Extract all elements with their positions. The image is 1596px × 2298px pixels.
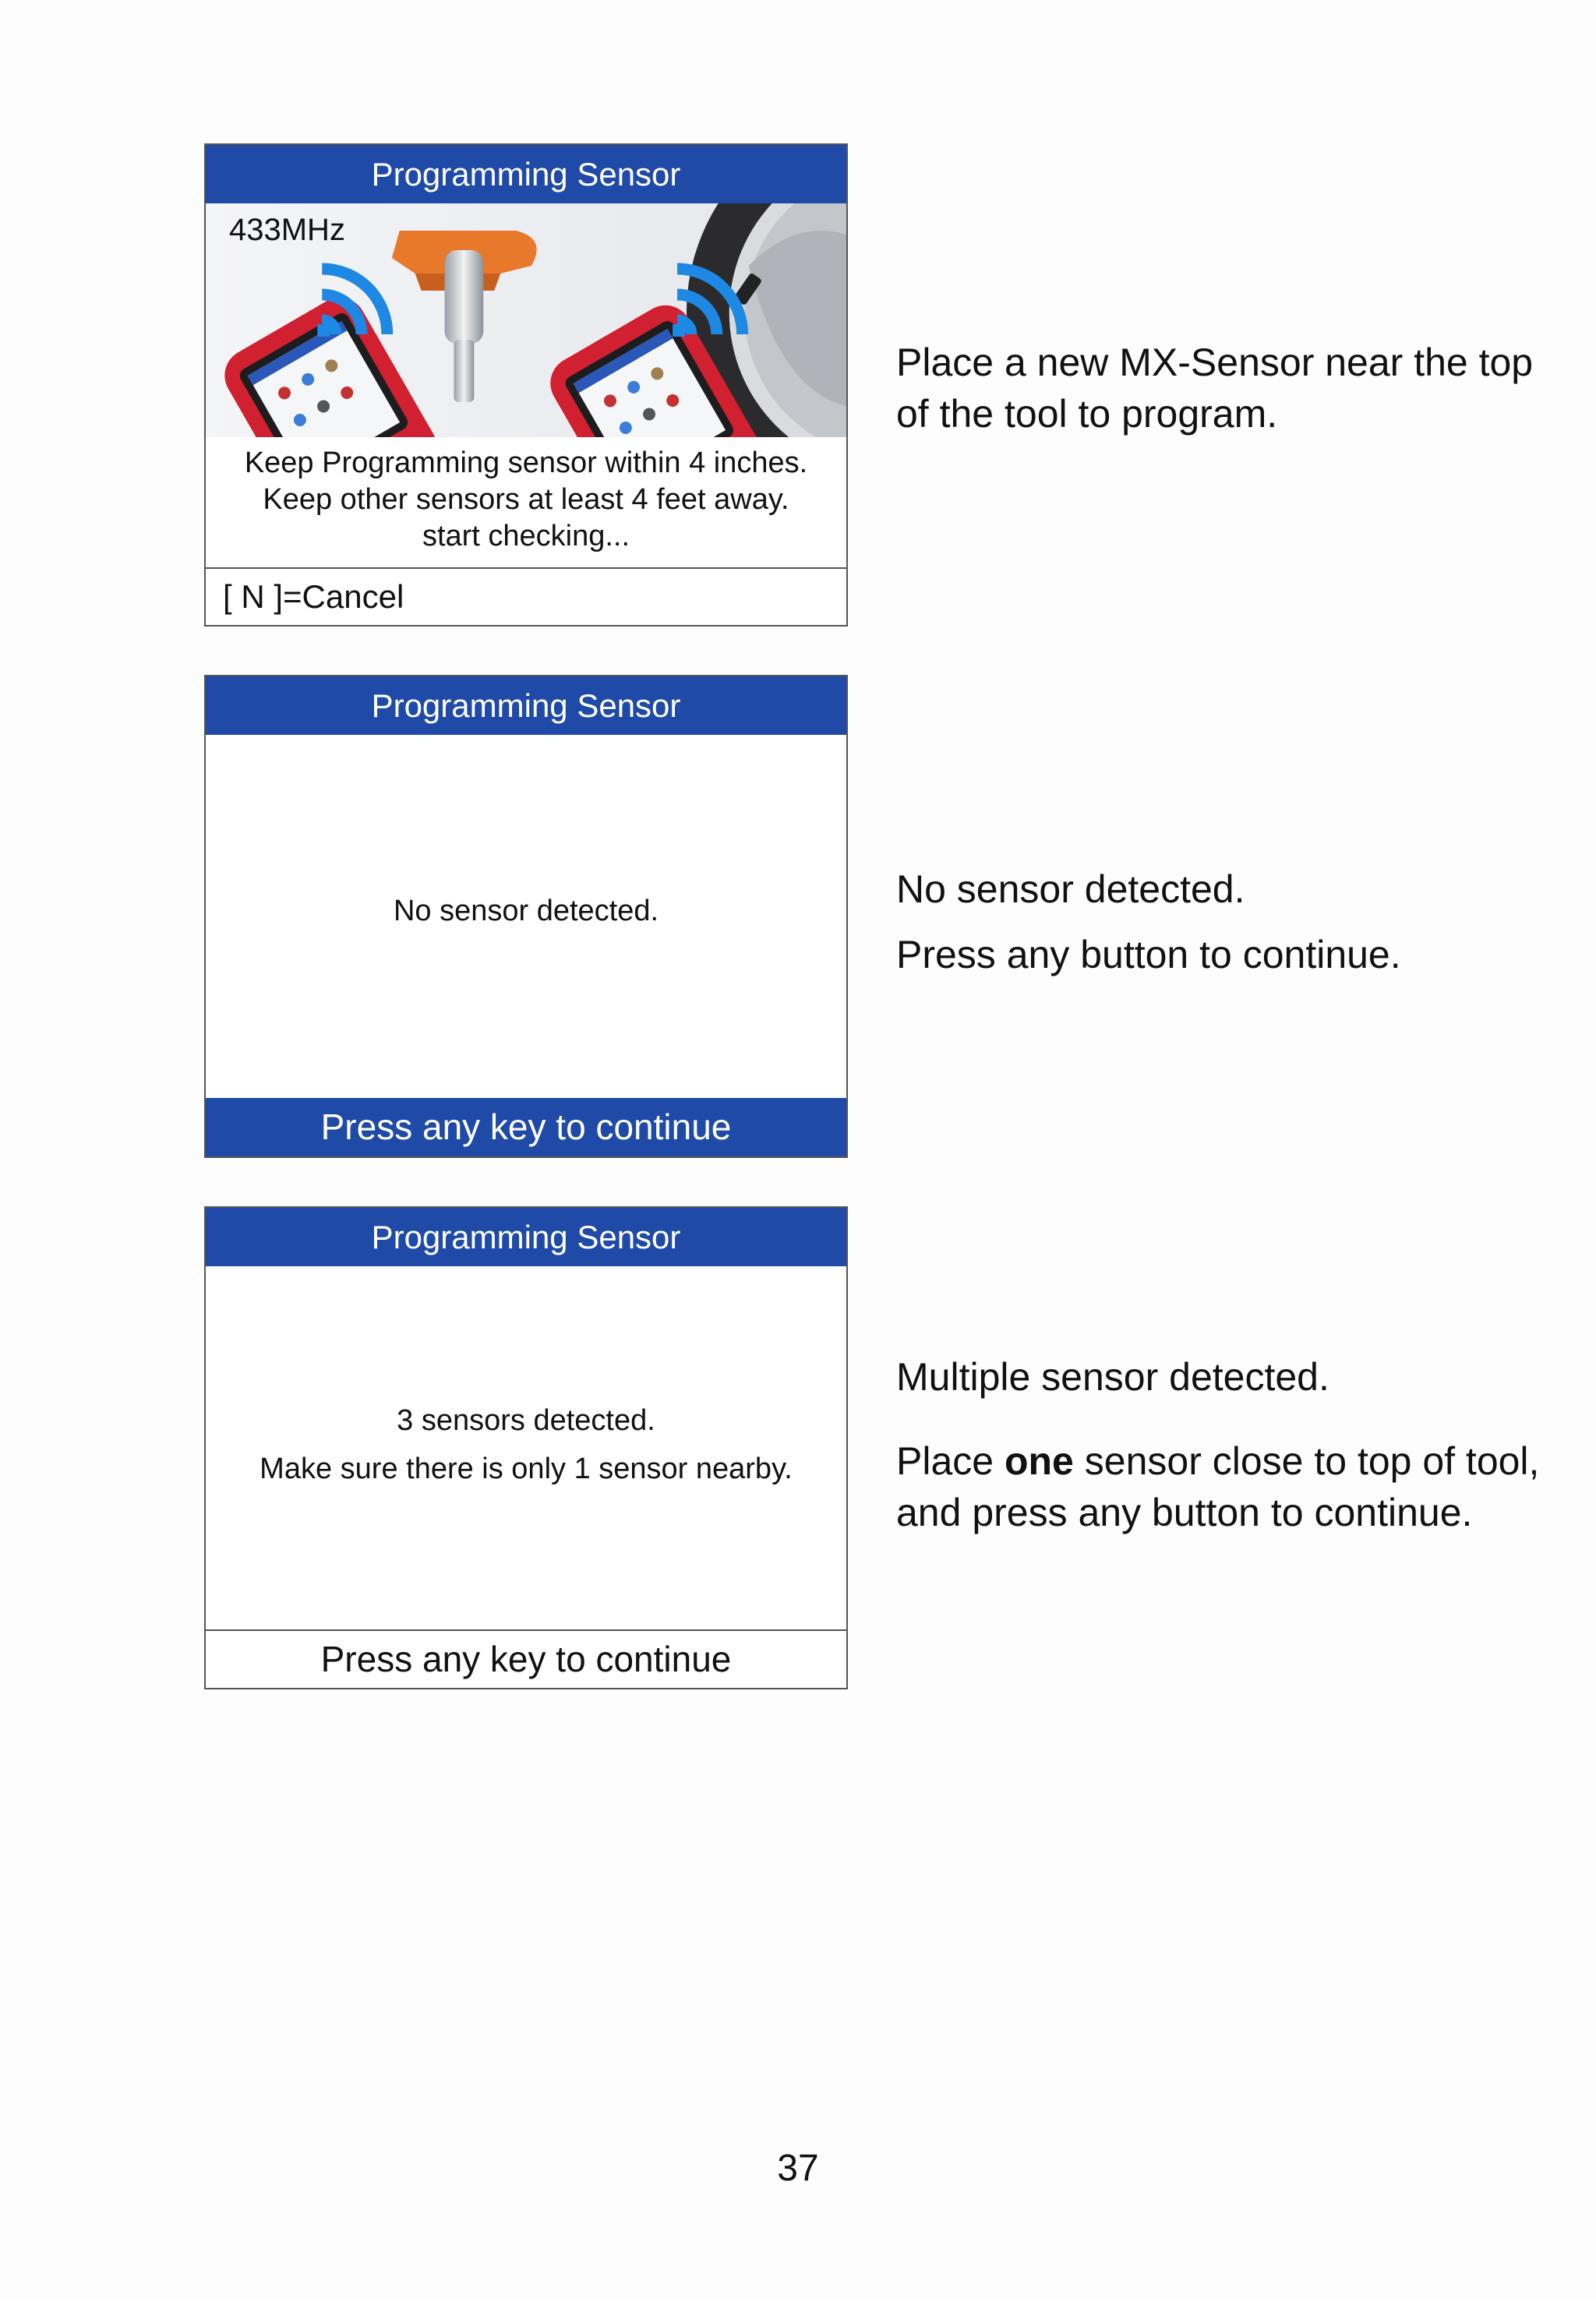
page-number: 37 xyxy=(777,2148,819,2189)
programming-screen xyxy=(204,143,848,627)
status-message: No sensor detected. xyxy=(393,895,659,927)
no-sensor-screen xyxy=(204,675,848,1158)
cancel-option: [ N ]=Cancel xyxy=(206,567,846,625)
description-1 xyxy=(896,337,1566,439)
instruction-text xyxy=(206,445,846,555)
description-text: No sensor detected. xyxy=(896,867,1245,911)
description-3 xyxy=(896,1351,1566,1538)
text-run: sensor close to top of tool, and press any button to continue. xyxy=(896,1439,1540,1534)
status-message: Make sure there is only 1 sensor nearby. xyxy=(260,1453,793,1485)
instruction-line: Keep Programming sensor within 4 inches. xyxy=(244,447,808,479)
continue-prompt: Press any key to continue xyxy=(206,1629,846,1688)
multiple-sensors-screen xyxy=(204,1206,848,1689)
sensor-illustration xyxy=(206,203,846,437)
screen-title: Programming Sensor xyxy=(206,676,846,735)
description-text: Place a new MX-Sensor near the top of the tool to program. xyxy=(896,341,1534,436)
instruction-line: Keep other sensors at least 4 feet away. xyxy=(263,483,789,516)
description-text: Multiple sensor detected. xyxy=(896,1355,1329,1399)
description-text: Press any button to continue. xyxy=(896,933,1401,976)
description-text xyxy=(896,1435,1566,1538)
frequency-label: 433MHz xyxy=(229,213,345,247)
status-message: 3 sensors detected. xyxy=(397,1404,655,1437)
text-run: Place xyxy=(896,1439,1005,1483)
instruction-line: start checking... xyxy=(422,520,630,552)
screen-title: Programming Sensor xyxy=(206,1208,846,1266)
description-2 xyxy=(896,863,1566,980)
continue-prompt: Press any key to continue xyxy=(206,1098,846,1156)
emphasis-text: one xyxy=(1004,1439,1074,1483)
screen-title: Programming Sensor xyxy=(206,145,846,203)
